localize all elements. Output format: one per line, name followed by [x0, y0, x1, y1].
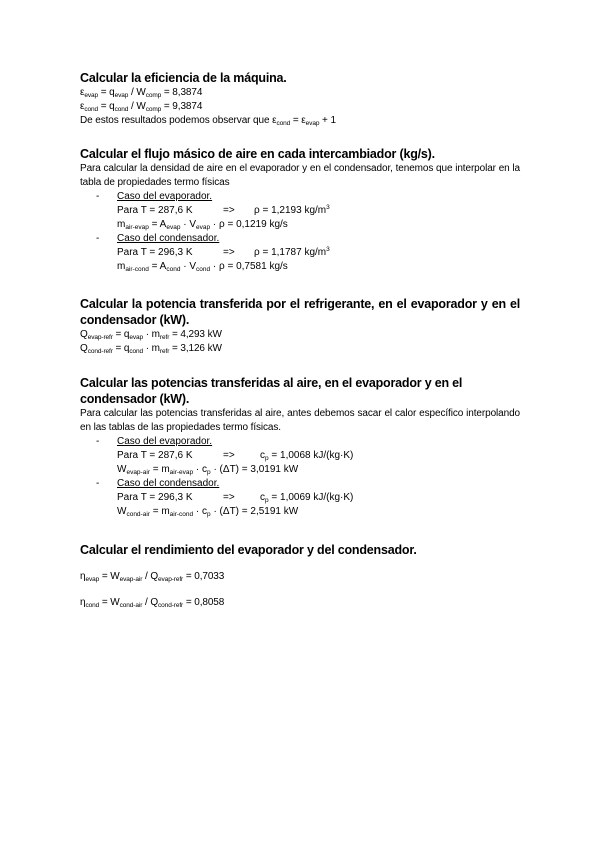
formula-w-cond-air: $W_{cond-air} = m_{air-cond} \cdot c_p \cdot (\Delta T) = 2,5191$ kW — [117, 506, 299, 518]
formula-eta-cond: $\eta_{cond} = W_{cond-air} / Q_{cond-refr} = 0,8058$ — [80, 597, 225, 609]
formula-q-cond-refr: $Q_{cond-refr} = q_{cond} \cdot m_{refr} = 3,126$ kW — [80, 343, 222, 355]
formula-mass-flow-cond: $m_{air-cond} = A_{cond} \cdot V_{cond} \cdot \rho = 0,7581$ kg/s — [117, 261, 288, 273]
section-heading: Calcular la eficiencia de la máquina. — [80, 71, 287, 85]
temperature-row: Para T = 287,6 K => ρ = 1,2193 $kg/m^3$ — [117, 204, 330, 216]
formula-mass-flow-evap: $m_{air-evap} = A_{evap} \cdot V_{evap} \cdot \rho = 0,1219$ kg/s — [117, 219, 288, 231]
formula-w-evap-air: $W_{evap-air} = m_{air-evap} \cdot c_p \cdot (\Delta T) = 3,0191$ kW — [117, 464, 299, 476]
paragraph: Para calcular las potencias transferidas al aire, antes debemos sacar el calor específico interpolando en las tablas de las propiedades termo físicas. — [80, 408, 520, 433]
list-item-evaporator: - Caso del evaporador. — [96, 436, 213, 447]
section-heading: Calcular el rendimiento del evaporador y del condensador. — [80, 543, 417, 557]
formula-eta-evap: $\eta_{evap} = W_{evap-air} / Q_{evap-refr} = 0,7033$ — [80, 571, 225, 583]
case-label: Caso del evaporador. — [117, 191, 213, 202]
case-label: Caso del condensador. — [117, 233, 220, 244]
section-heading: Calcular la potencia transferida por el refrigerante, en el evaporador y en el condensador (kW). — [80, 297, 520, 327]
section-heading: Calcular las potencias transferidas al aire, en el evaporador y en el condensador (kW). — [80, 376, 463, 406]
formula-eps-cond: $\varepsilon_{cond} = q_{cond} / W_{comp} = 9,3874$ — [80, 101, 203, 113]
case-label: Caso del condensador. — [117, 478, 220, 489]
section-refrigerant-power — [80, 296, 520, 356]
section-efficiency — [80, 70, 520, 128]
temperature-row: Para T = 296,3 K => ρ = 1,1787 $kg/m^3$ — [117, 246, 330, 258]
section-efficiency-exchangers — [80, 542, 520, 610]
observation-text: De estos resultados podemos observar que $\varepsilon_{cond} = \varepsilon_{evap} + 1$ — [80, 115, 336, 127]
temperature-row: Para T = 287,6 K => $c_p = 1,0068$ kJ/(kg·K) — [117, 450, 354, 462]
paragraph: Para calcular la densidad de aire en el evaporador y en el condensador, tenemos que interpolar en la tabla de propiedades termo físicas — [80, 163, 520, 188]
formula-eps-evap: $\varepsilon_{evap} = q_{evap} / W_{comp} = 8,3874$ — [80, 87, 203, 99]
list-item-evaporator: - Caso del evaporador. — [96, 191, 213, 202]
list-item-condenser: - Caso del condensador. — [96, 478, 220, 489]
section-heading: Calcular el flujo másico de aire en cada intercambiador (kg/s). — [80, 147, 435, 161]
formula-q-evap-refr: $Q_{evap-refr} = q_{evap} \cdot m_{refr} = 4,293$ kW — [80, 329, 222, 341]
list-item-condenser: - Caso del condensador. — [96, 233, 220, 244]
case-label: Caso del evaporador. — [117, 436, 213, 447]
section-air-power — [80, 375, 520, 519]
section-mass-flow — [80, 146, 520, 274]
temperature-row: Para T = 296,3 K => $c_p = 1,0069$ kJ/(kg·K) — [117, 492, 354, 504]
